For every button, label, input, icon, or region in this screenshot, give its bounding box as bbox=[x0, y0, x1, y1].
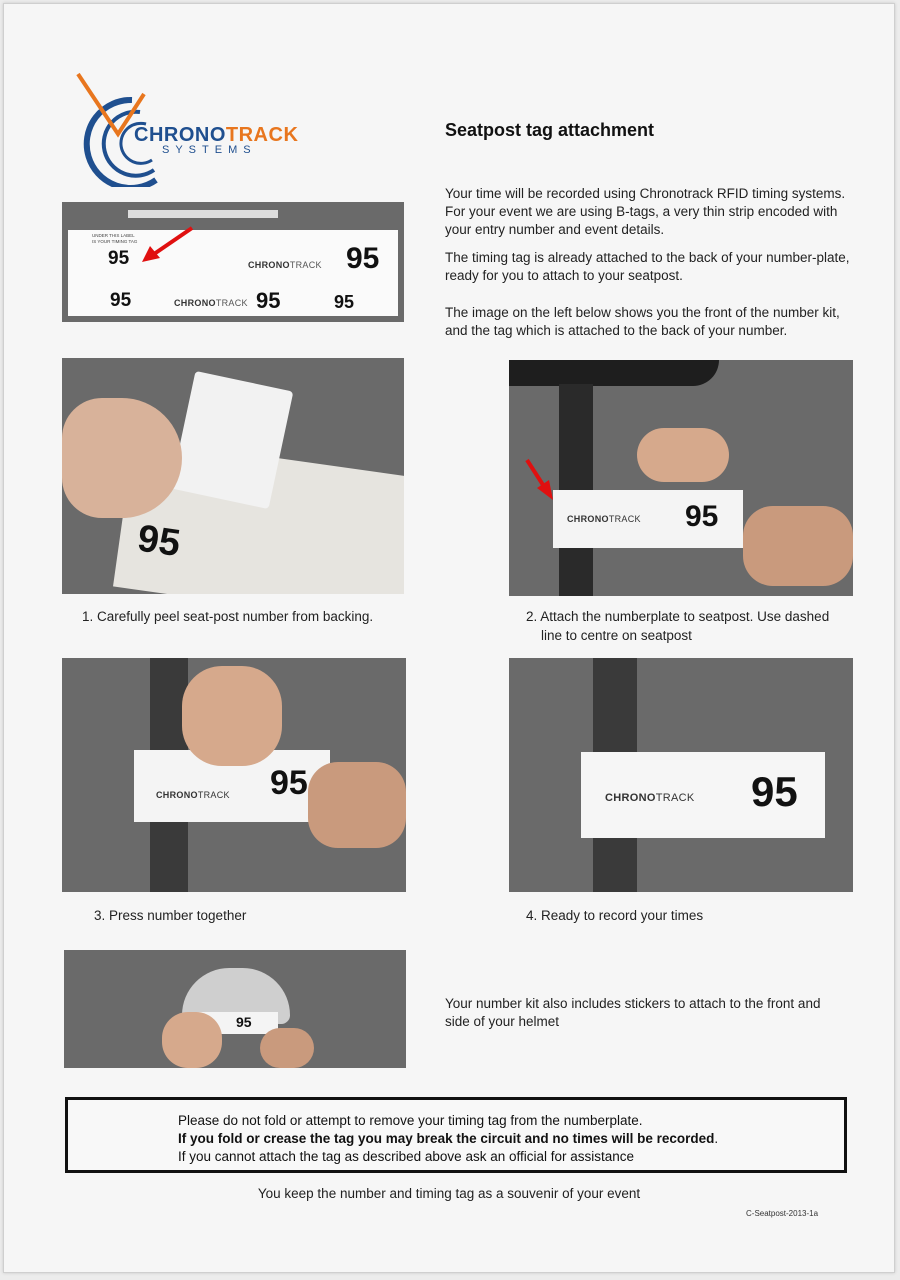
step3-caption: 3. Press number together bbox=[94, 908, 247, 923]
step4-number: 95 bbox=[751, 768, 798, 815]
step2-caption: 2. Attach the numberplate to seatpost. Use dashed line to centre on seatpost bbox=[526, 609, 830, 643]
notice-line-1: Please do not fold or attempt to remove your timing tag from the numberplate. bbox=[178, 1113, 643, 1128]
helmet-paragraph: Your number kit also includes stickers to attach to the front and side of your helmet bbox=[445, 996, 821, 1029]
helmet-photo bbox=[64, 950, 406, 1068]
step2-red-arrow-icon bbox=[509, 360, 853, 596]
step1-number: 95 bbox=[135, 517, 183, 566]
notice-line-3: If you cannot attach the tag as described above ask an official for assistance bbox=[178, 1149, 635, 1164]
step4-caption: 4. Ready to record your times bbox=[526, 908, 704, 923]
logo-subtitle: SYSTEMS bbox=[162, 144, 257, 156]
red-arrow-icon bbox=[62, 202, 404, 322]
hand-left bbox=[62, 398, 182, 518]
step3-photo bbox=[62, 658, 406, 892]
number-kit-photo bbox=[62, 202, 404, 322]
kit-number-bottom-3: 95 bbox=[334, 292, 355, 312]
step1-caption: 1. Carefully peel seat-post number from backing. bbox=[82, 609, 374, 624]
souvenir-note: You keep the number and timing tag as a souvenir of your event bbox=[257, 1186, 641, 1201]
intro-paragraph-2: The timing tag is already attached to the back of your number-plate, ready for you to attach to your seatpost. bbox=[445, 250, 850, 283]
document-code: C-Seatpost-2013-1a bbox=[746, 1209, 819, 1218]
notice-line-2: If you fold or crease the tag you may break the circuit and no times will be recorded. bbox=[178, 1131, 719, 1146]
step4-photo bbox=[509, 658, 853, 892]
page-title: Seatpost tag attachment bbox=[445, 120, 655, 140]
hand-top bbox=[182, 666, 282, 766]
document-page bbox=[3, 3, 895, 1273]
logo-wordmark: CHRONOTRACK bbox=[134, 124, 299, 146]
kit-number-bottom-1: 95 bbox=[110, 290, 132, 311]
step4-brand: CHRONOTRACK bbox=[605, 792, 695, 804]
tag-label-text: UNDER THIS LABEL IS YOUR TIMING TAG bbox=[92, 233, 138, 244]
step3-brand: CHRONOTRACK bbox=[156, 790, 230, 800]
chronotrack-logo bbox=[74, 72, 299, 187]
intro-paragraph-3: The image on the left below shows you the front of the number kit, and the tag which is attached to the back of your number. bbox=[445, 305, 840, 338]
kit-brand-label-2: CHRONOTRACK bbox=[174, 298, 248, 308]
warning-notice-box bbox=[65, 1097, 847, 1173]
kit-number-large: 95 bbox=[346, 242, 380, 275]
intro-paragraph-1: Your time will be recorded using Chronotrack RFID timing systems. For your event we are using B-tags, a very thin strip encoded with your entry number and event details. bbox=[445, 186, 846, 237]
hand-left bbox=[162, 1012, 222, 1068]
kit-brand-label: CHRONOTRACK bbox=[248, 260, 322, 270]
helmet-number: 95 bbox=[236, 1014, 252, 1030]
numberplate bbox=[581, 752, 825, 838]
hand-right bbox=[308, 762, 406, 848]
step2-number: 95 bbox=[685, 500, 719, 533]
step3-number: 95 bbox=[270, 764, 308, 802]
kit-number-bottom-2: 95 bbox=[256, 288, 281, 313]
step1-photo bbox=[62, 358, 404, 594]
step2-brand: CHRONOTRACK bbox=[567, 514, 641, 524]
kit-number-small: 95 bbox=[108, 248, 130, 269]
step2-photo bbox=[509, 360, 853, 596]
hand-right bbox=[260, 1028, 314, 1068]
